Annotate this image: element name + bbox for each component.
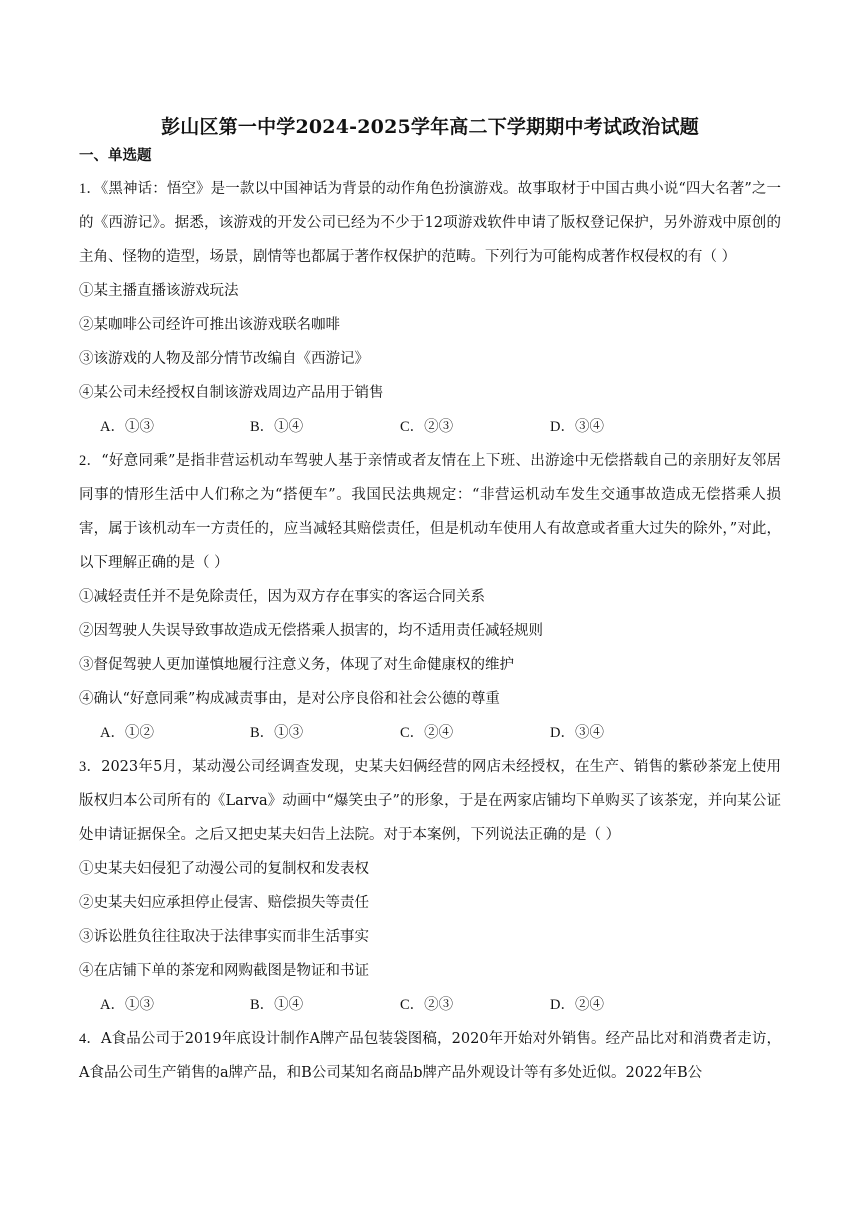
question-stem xyxy=(79,444,781,580)
statement-2: ②因驾驶人失误导致事故造成无偿搭乘人损害的，均不适用责任减轻规则 xyxy=(79,623,543,639)
choice-c: C．②③ xyxy=(400,997,454,1013)
statement-4: ④确认“好意同乘”构成减责事由，是对公序良俗和社会公德的尊重 xyxy=(79,691,500,707)
question-text: 《黑神话：悟空》是一款以中国神话为背景的动作角色扮演游戏。故事取材于中国古典小说“四大名著”之一的《西游记》。据悉，该游戏的开发公司已经为不少于12项游戏软件申请了版权登记保护，另外游戏中原创的主角、怪物的造型，场景，剧情等也都属于著作权保护的范畴。下列行为可能构成著作权侵权的有（ ） xyxy=(79,181,781,265)
question-number: 1． xyxy=(79,181,101,197)
question-number: 3． xyxy=(79,759,102,775)
question-2 xyxy=(79,444,781,750)
answer-choices xyxy=(79,988,781,1022)
statement-3: ③督促驾驶人更加谨慎地履行注意义务，体现了对生命健康权的维护 xyxy=(79,657,514,673)
statement-2: ②某咖啡公司经许可推出该游戏联名咖啡 xyxy=(79,317,340,333)
choice-d: D．③④ xyxy=(550,419,604,435)
question-number: 2． xyxy=(79,453,102,469)
choice-d: D．③④ xyxy=(550,725,604,741)
choice-a: A．①③ xyxy=(100,997,154,1013)
statement-2: ②史某夫妇应承担停止侵害、赔偿损失等责任 xyxy=(79,895,369,911)
answer-choices xyxy=(79,410,781,444)
statement-3: ③诉讼胜负往往取决于法律事实而非生活事实 xyxy=(79,929,369,945)
question-stem xyxy=(79,172,781,274)
choice-c: C．②③ xyxy=(400,419,454,435)
question-stem xyxy=(79,1022,781,1090)
statement-1: ①减轻责任并不是免除责任，因为双方存在事实的客运合同关系 xyxy=(79,589,485,605)
question-text: A食品公司于2019年底设计制作A牌产品包装袋图稿，2020年开始对外销售。经产品比对和消费者走访，A食品公司生产销售的a牌产品，和B公司某知名商品b牌产品外观设计等有多处近似。2022年B公 xyxy=(79,1031,781,1081)
choice-d: D．②④ xyxy=(550,997,604,1013)
answer-choices xyxy=(79,716,781,750)
choice-b: B．①③ xyxy=(250,725,304,741)
statement-4: ④某公司未经授权自制该游戏周边产品用于销售 xyxy=(79,385,384,401)
question-text: 2023年5月，某动漫公司经调查发现，史某夫妇俩经营的网店未经授权，在生产、销售的紫砂茶宠上使用版权归本公司所有的《Larva》动画中“爆笑虫子”的形象，于是在两家店铺均下单购买了该茶宠，并向某公证处申请证据保全。之后又把史某夫妇告上法院。对于本案例，下列说法正确的是（ ） xyxy=(79,759,782,843)
choice-b: B．①④ xyxy=(250,419,304,435)
choice-b: B．①④ xyxy=(250,997,304,1013)
choice-a: A．①② xyxy=(100,725,154,741)
statement-4: ④在店铺下单的茶宠和网购截图是物证和书证 xyxy=(79,963,369,979)
choice-a: A．①③ xyxy=(100,419,154,435)
question-3 xyxy=(79,750,781,1022)
question-number: 4． xyxy=(79,1031,101,1047)
statement-3: ③该游戏的人物及部分情节改编自《西游记》 xyxy=(79,351,369,367)
choice-c: C．②④ xyxy=(400,725,454,741)
question-1 xyxy=(79,172,781,444)
question-4 xyxy=(79,1022,781,1090)
statement-1: ①史某夫妇侵犯了动漫公司的复制权和发表权 xyxy=(79,861,369,877)
exam-title: 彭山区第一中学2024-2025学年高二下学期期中考试政治试题 xyxy=(161,116,699,138)
question-stem xyxy=(79,750,781,852)
question-text: “好意同乘”是指非营运机动车驾驶人基于亲情或者友情在上下班、出游途中无偿搭载自己的亲朋好友邻居同事的情形生活中人们称之为“搭便车”。我国民法典规定：“非营运机动车发生交通事故造成无偿搭乘人损害，属于该机动车一方责任的，应当减轻其赔偿责任，但是机动车使用人有故意或者重大过失的除外，”对此，以下理解正确的是（ ） xyxy=(79,453,782,571)
section-heading: 一、单选题 xyxy=(79,147,152,164)
statement-1: ①某主播直播该游戏玩法 xyxy=(79,283,239,299)
